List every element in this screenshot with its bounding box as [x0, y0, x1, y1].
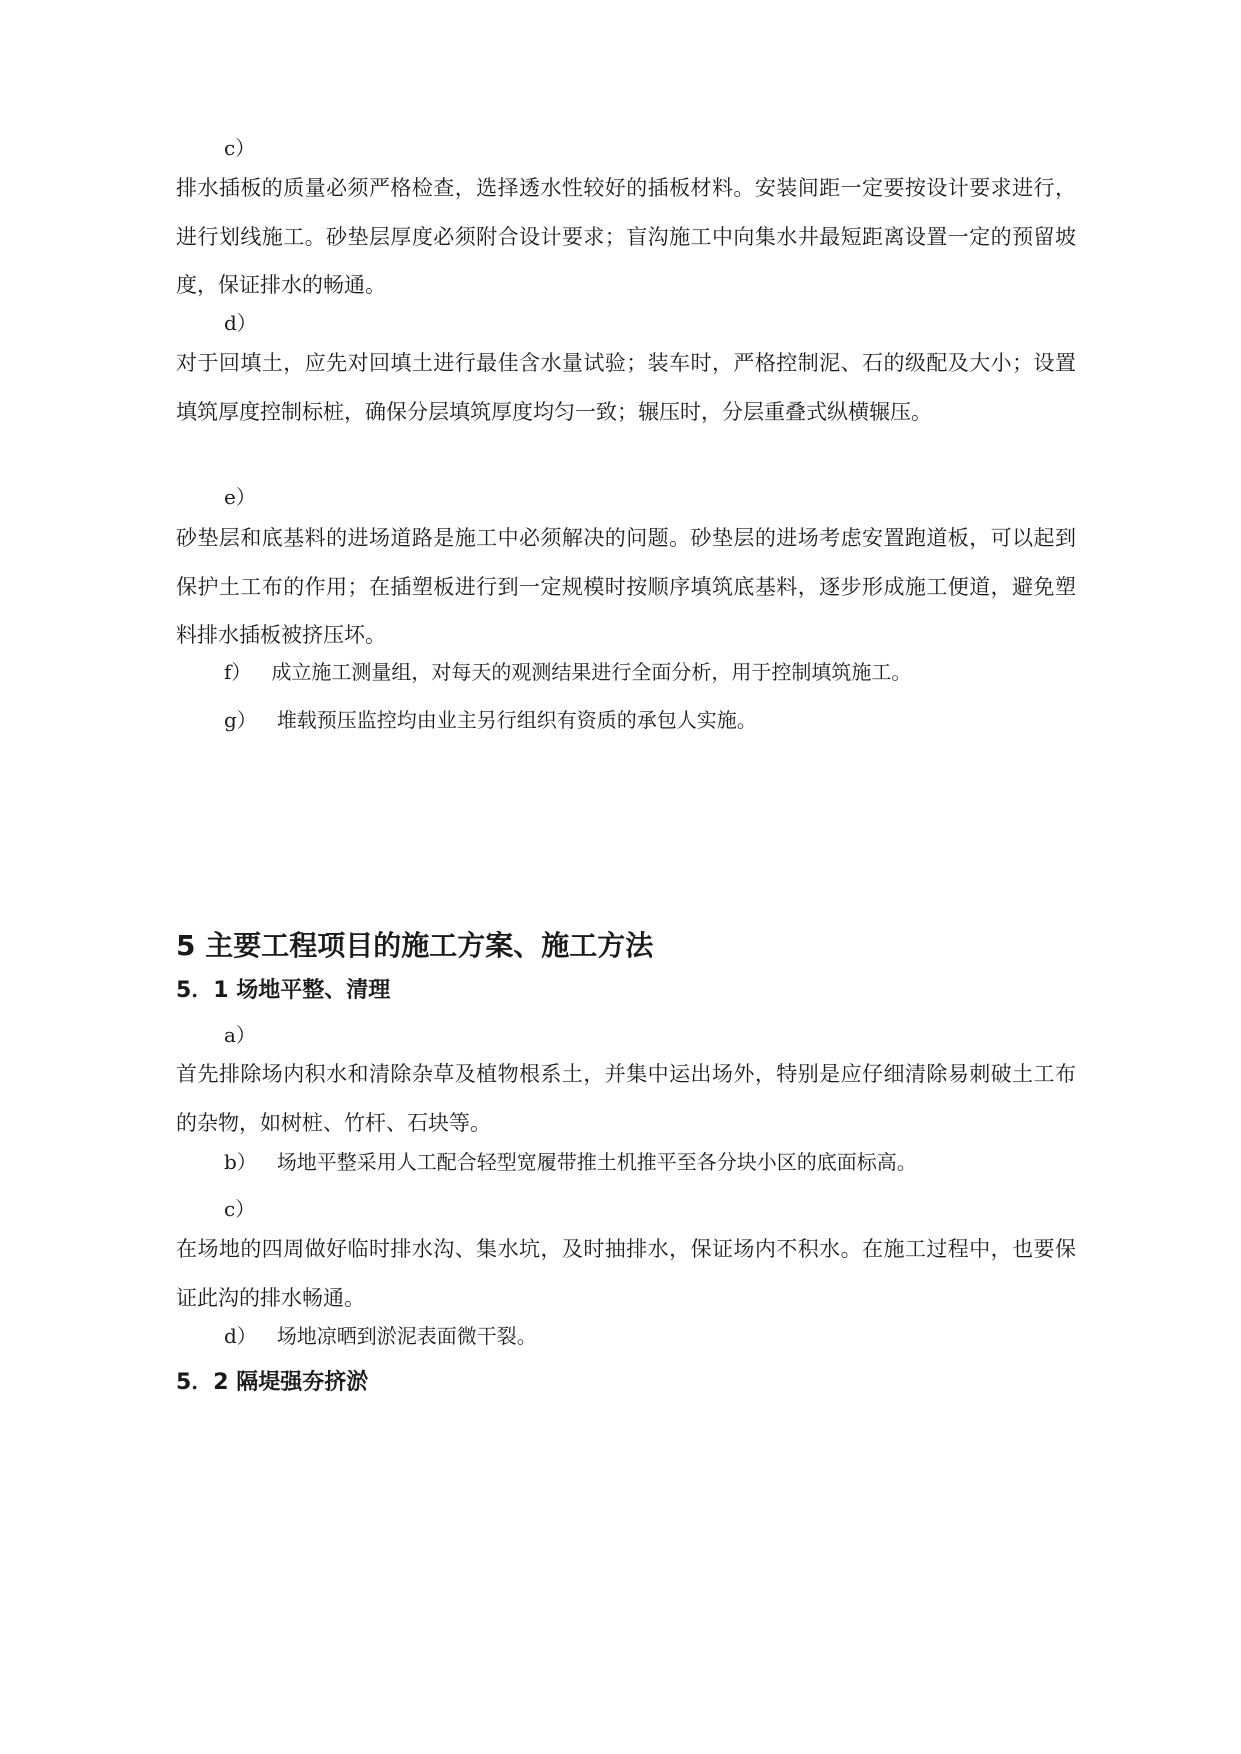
- item-text-f: 成立施工测量组，对每天的观测结果进行全面分析，用于控制填筑施工。: [271, 660, 912, 684]
- item-text-g: 堆载预压监控均由业主另行组织有资质的承包人实施。: [276, 708, 757, 732]
- paragraph-item-e: 砂垫层和底基料的进场道路是施工中必须解决的问题。砂垫层的进场考虑安置跑道板，可以起到保护土工布的作用；在插塑板进行到一定规模时按顺序填筑底基料，逐步形成施工便道，避免塑料排水插板被挤压坏。: [176, 526, 1076, 647]
- item-text-d-5-1: 场地凉晒到淤泥表面微干裂。: [276, 1324, 537, 1348]
- item-marker-d-5-1: d）: [224, 1324, 257, 1348]
- item-marker-d: d）: [224, 311, 257, 335]
- item-marker-c-5-1: c）: [224, 1197, 256, 1221]
- subsection-heading-5-1: 5．1 场地平整、清理: [176, 978, 391, 1003]
- paragraph-item-a: 首先排除场内积水和清除杂草及植物根系土，并集中运出场外，特别是应仔细清除易刺破土工布的杂物，如树桩、竹杆、石块等。: [176, 1062, 1076, 1135]
- paragraph-item-d: 对于回填土，应先对回填土进行最佳含水量试验；装车时，严格控制泥、石的级配及大小；设置填筑厚度控制标桩，确保分层填筑厚度均匀一致；辗压时，分层重叠式纵横辗压。: [176, 351, 1076, 424]
- list-item-b: [224, 1150, 917, 1174]
- item-text-b: 场地平整采用人工配合轻型宽履带推土机推平至各分块小区的底面标高。: [276, 1150, 917, 1174]
- item-marker-b: b）: [224, 1150, 257, 1174]
- section-heading: 5 主要工程项目的施工方案、施工方法: [176, 929, 654, 962]
- list-item-f: [224, 660, 911, 684]
- list-item-d-5-1: [224, 1324, 537, 1348]
- list-item-g: [224, 708, 757, 732]
- subsection-heading-5-2: 5．2 隔堤强夯挤淤: [176, 1370, 369, 1395]
- item-marker-c: c）: [224, 136, 256, 160]
- item-marker-a: a）: [224, 1023, 256, 1047]
- item-marker-g: g）: [224, 708, 257, 732]
- paragraph-item-c: 排水插板的质量必须严格检查，选择透水性较好的插板材料。安装间距一定要按设计要求进行，进行划线施工。砂垫层厚度必须附合设计要求；盲沟施工中向集水井最短距离设置一定的预留坡度，保证排水的畅通。: [176, 176, 1076, 297]
- paragraph-item-c-5-1: 在场地的四周做好临时排水沟、集水坑，及时抽排水，保证场内不积水。在施工过程中，也要保证此沟的排水畅通。: [176, 1237, 1076, 1310]
- item-marker-e: e）: [224, 485, 256, 509]
- item-marker-f: f）: [224, 660, 252, 684]
